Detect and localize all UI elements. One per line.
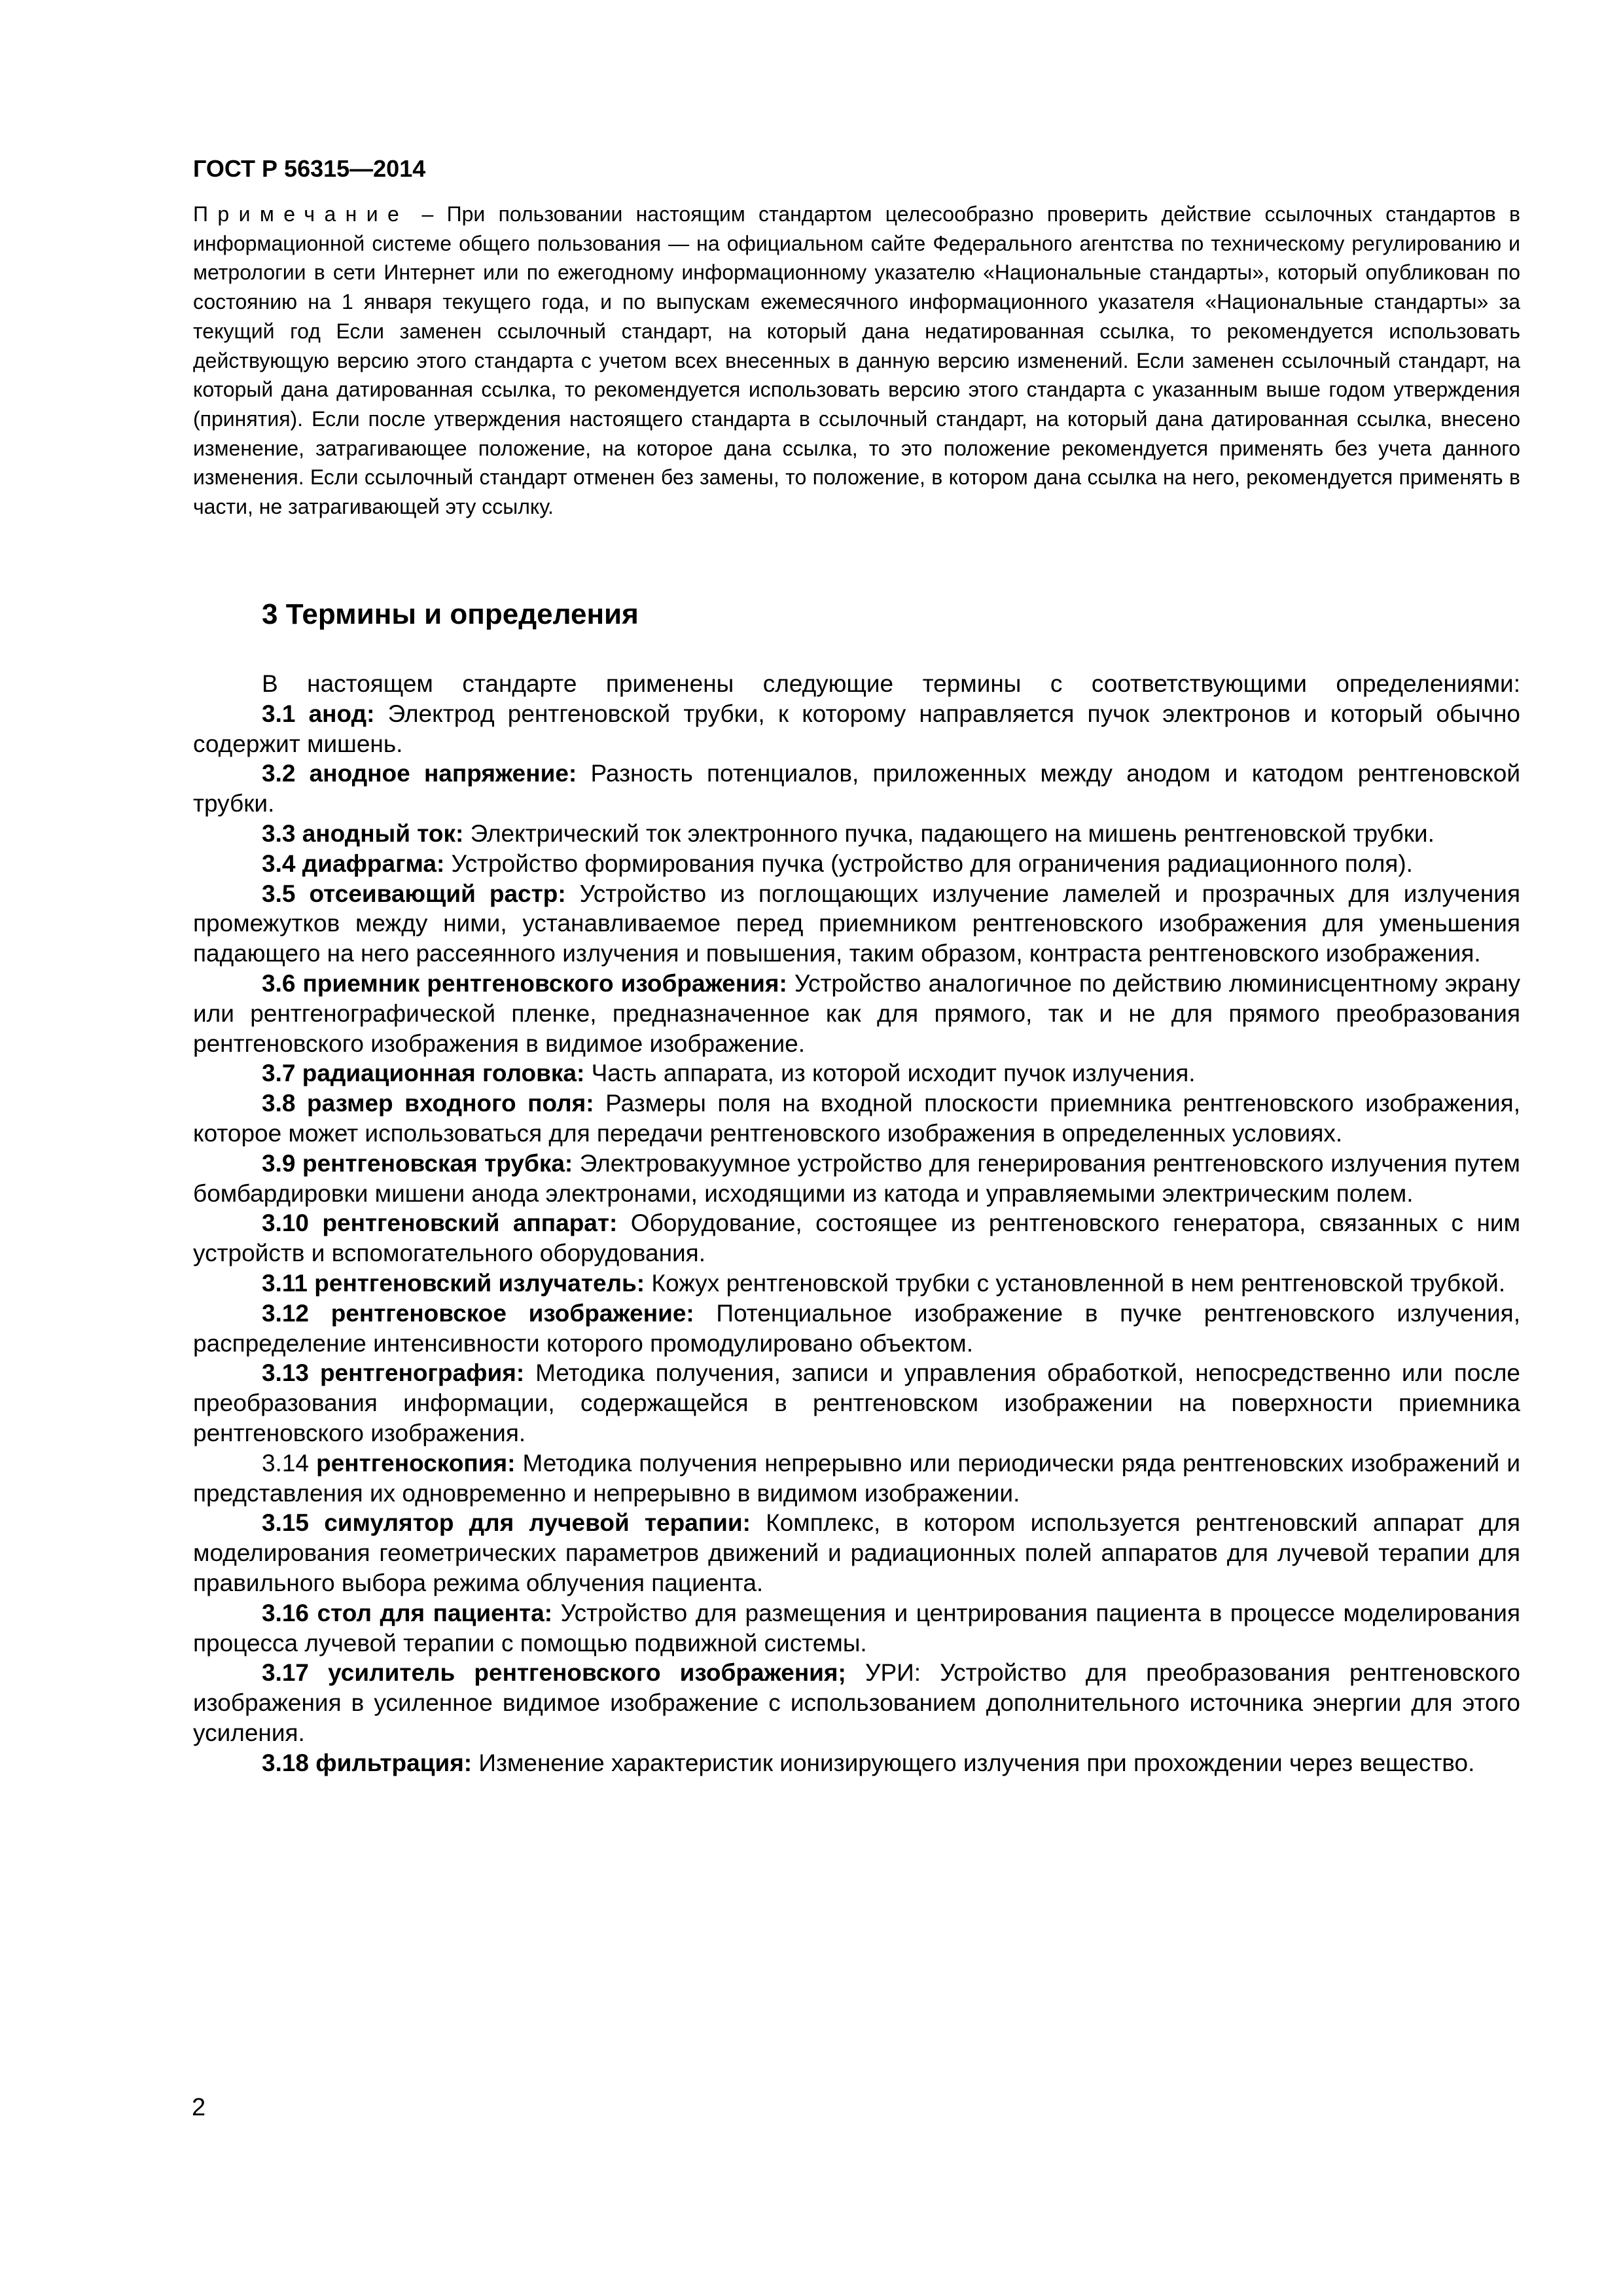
term-name: диафрагма: xyxy=(302,850,445,877)
term-definition: Оборудование, состоящее из рентгеновского генератора, связанных с ним устройств и вспомогательного оборудования. xyxy=(193,1210,1521,1267)
term-entry xyxy=(193,1299,1520,1359)
term-entry xyxy=(193,1058,1520,1088)
term-entry xyxy=(193,849,1520,879)
term-definition: Методика получения, записи и управления обработкой, непосредственно или после преобразования информации, содержащейся в рентгеновском изображении на поверхности приемника рентгеновского изображения. xyxy=(193,1359,1520,1446)
term-entry xyxy=(193,699,1520,759)
term-definition: УРИ: Устройство для преобразования рентгеновского изображения в усиленное видимое изображение с использованием дополнительного источника энергии для этого усиления. xyxy=(193,1659,1520,1746)
term-entry xyxy=(193,1748,1520,1778)
term-number: 3.6 xyxy=(262,969,296,997)
term-name: усилитель рентгеновского изображения; xyxy=(328,1659,846,1687)
term-name: рентгеновская трубка: xyxy=(302,1149,573,1177)
term-definition: Устройство формирования пучка (устройство для ограничения радиационного поля). xyxy=(444,850,1413,877)
term-definition: Часть аппарата, из которой исходит пучок излучения. xyxy=(584,1060,1196,1087)
note-text: – При пользовании настоящим стандартом целесообразно проверить действие ссылочных стандартов в информационной системе общего пользования — на официальном сайте Федерального агентства по техническому регулированию и метрологии в сети Интернет или по ежегодному информационному указателю «Национальные стандарты», который опубликован по состоянию на 1 января текущего года, и по выпускам ежемесячного информационного указателя «Национальные стандарты» за текущий год Если заменен ссылочный стандарт, на который дана недатированная ссылка, то рекомендуется использовать действующую версию этого стандарта с учетом всех внесенных в данную версию изменений. Если заменен ссылочный стандарт, на который дана датированная ссылка, то рекомендуется использовать версию этого стандарта с указанным выше годом утверждения (принятия). Если после утверждения настоящего стандарта в ссылочный стандарт, на который дана датированная ссылка, внесено изменение, затрагивающее положение, на которое дана ссылка, то это положение рекомендуется применять без учета данного изменения. Если ссылочный стандарт отменен без замены, то положение, в котором дана ссылка на него, рекомендуется применять в части, не затрагивающей эту ссылку. xyxy=(193,202,1520,519)
section-title: 3 Термины и определения xyxy=(262,598,639,630)
term-definition: Разность потенциалов, приложенных между анодом и катодом рентгеновской трубки. xyxy=(193,760,1520,817)
term-name: приемник рентгеновского изображения: xyxy=(302,969,787,997)
term-name: анодное напряжение: xyxy=(309,760,577,787)
term-name: отсеивающий растр: xyxy=(309,880,566,907)
term-entry xyxy=(193,1658,1520,1748)
term-number: 3.1 xyxy=(262,700,296,727)
term-definition: Устройство аналогичное по действию люминисцентному экрану или рентгенографической пленке, предназначенное как для прямого, так и не для прямого преобразования рентгеновского изображения в видимое изображение. xyxy=(193,969,1521,1057)
term-number: 3.4 xyxy=(262,850,296,877)
term-entry xyxy=(193,1268,1520,1299)
term-definition: Электровакуумное устройство для генерирования рентгеновского излучения путем бомбардировки мишени анода электронами, исходящими из катода и управляемыми электрическим полем. xyxy=(193,1149,1520,1207)
section-intro: В настоящем стандарте применены следующие термины с соответствующими определениями: xyxy=(262,670,1520,697)
term-number: 3.9 xyxy=(262,1149,296,1177)
term-definition: Потенциальное изображение в пучке рентгеновского излучения, распределение интенсивности которого промодулировано объектом. xyxy=(193,1299,1520,1357)
term-entry xyxy=(193,1448,1520,1509)
term-entry xyxy=(193,969,1520,1058)
note-label: Примечание xyxy=(193,202,409,226)
term-definition: Изменение характеристик ионизирующего излучения при прохождении через вещество. xyxy=(472,1749,1475,1776)
term-number: 3.15 xyxy=(262,1509,310,1537)
term-number: 3.2 xyxy=(262,760,296,787)
term-number: 3.11 xyxy=(262,1269,308,1297)
term-entry xyxy=(193,819,1520,849)
term-entry xyxy=(193,1358,1520,1448)
term-number: 3.3 xyxy=(262,819,296,847)
document-code-header: ГОСТ Р 56315—2014 xyxy=(193,155,426,182)
term-definition: Кожух рентгеновской трубки с установленной в нем рентгеновской трубкой. xyxy=(645,1269,1506,1297)
term-name: стол для пациента: xyxy=(317,1599,553,1626)
term-definition: Устройство из поглощающих излучение ламелей и прозрачных для излучения промежутков между ними, устанавливаемое перед приемником рентгеновского изображения для уменьшения падающего на него рассеянного излучения и повышения, таким образом, контраста рентгеновского изображения. xyxy=(193,880,1521,967)
term-number: 3.10 xyxy=(262,1210,310,1237)
terms-body xyxy=(193,669,1520,1778)
term-number: 3.5 xyxy=(262,880,296,907)
term-name: анодный ток: xyxy=(302,819,464,847)
term-number: 3.7 xyxy=(262,1060,296,1087)
term-entry xyxy=(193,1208,1520,1268)
term-entry xyxy=(193,1508,1520,1598)
term-number: 3.17 xyxy=(262,1659,310,1687)
term-number: 3.14 xyxy=(262,1449,310,1477)
term-definition: Методика получения непрерывно или периодически ряда рентгеновских изображений и представления их одновременно и непрерывно в видимом изображении. xyxy=(193,1449,1520,1507)
term-name: радиационная головка: xyxy=(302,1060,585,1087)
term-entry xyxy=(193,1149,1520,1209)
term-name: рентгеновский излучатель: xyxy=(314,1269,645,1297)
term-name: фильтрация: xyxy=(315,1749,473,1776)
term-number: 3.16 xyxy=(262,1599,310,1626)
term-definition: Электрический ток электронного пучка, падающего на мишень рентгеновской трубки. xyxy=(463,819,1435,847)
term-definition: Электрод рентгеновской трубки, к которому направляется пучок электронов и который обычно содержит мишень. xyxy=(193,700,1521,757)
note-paragraph xyxy=(193,200,1520,522)
term-name: рентгеновский аппарат: xyxy=(322,1210,618,1237)
term-name: симулятор для лучевой терапии: xyxy=(324,1509,751,1537)
term-definition: Размеры поля на входной плоскости приемника рентгеновского изображения, которое может использоваться для передачи рентгеновского изображения в определенных условиях. xyxy=(193,1090,1520,1147)
term-entry xyxy=(193,759,1520,819)
term-number: 3.13 xyxy=(262,1359,310,1387)
term-name: рентгенография: xyxy=(319,1359,525,1387)
term-name: рентгеноскопия: xyxy=(316,1449,516,1477)
term-number: 3.8 xyxy=(262,1090,296,1117)
term-entry xyxy=(193,1598,1520,1659)
term-definition: Устройство для размещения и центрирования пациента в процессе моделирования процесса лучевой терапии с помощью подвижной системы. xyxy=(193,1599,1520,1657)
page-number: 2 xyxy=(192,2094,206,2121)
term-definition: Комплекс, в котором используется рентгеновский аппарат для моделирования геометрических параметров движений и радиационных полей аппаратов для лучевой терапии для правильного выбора режима облучения пациента. xyxy=(193,1509,1520,1596)
term-entry xyxy=(193,1088,1520,1149)
term-number: 3.12 xyxy=(262,1299,310,1327)
term-number: 3.18 xyxy=(262,1749,310,1776)
term-name: рентгеновское изображение: xyxy=(330,1299,694,1327)
term-name: размер входного поля: xyxy=(306,1090,594,1117)
term-name: анод: xyxy=(308,700,375,727)
term-entry xyxy=(193,879,1520,969)
